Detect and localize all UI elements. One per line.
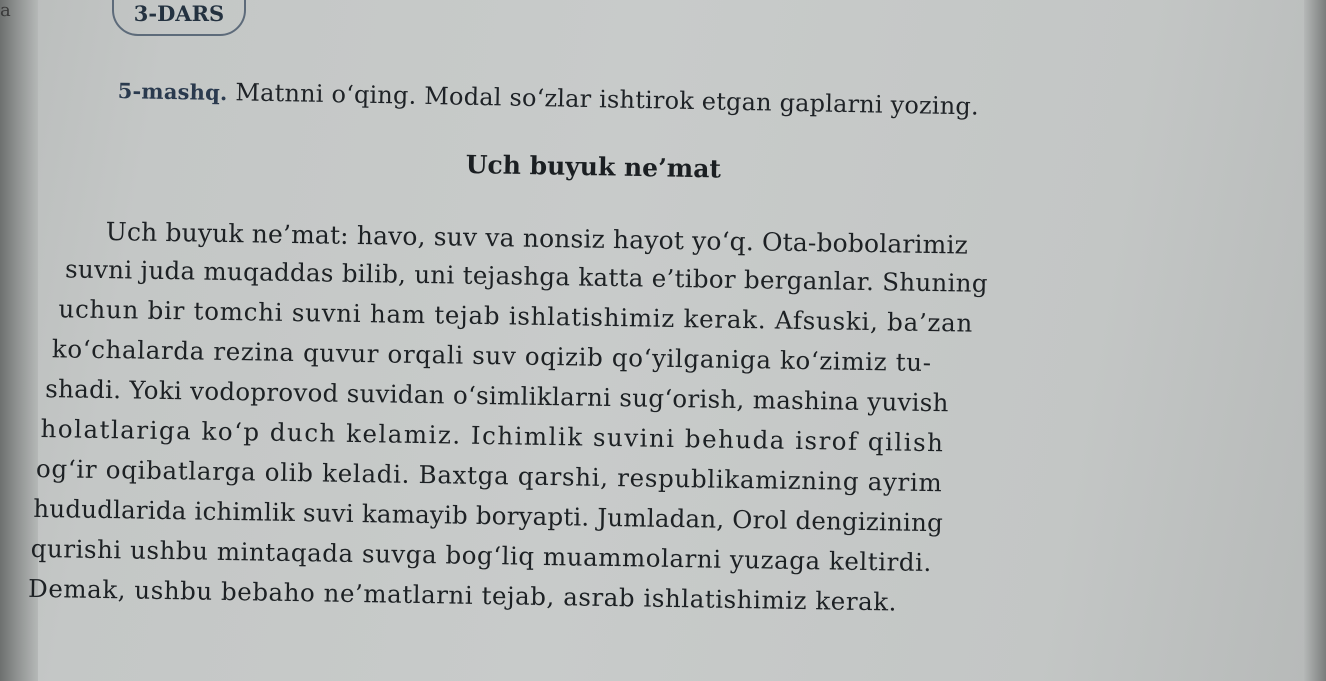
exercise-instruction: Matnni o‘qing. Modal so‘zlar ishtirok etgan gaplarni yozing. <box>235 78 980 121</box>
text-line-4: ko‘chalarda rezina quvur orqali suv oqizib qo‘yilganiga ko‘zimiz tu- <box>51 334 932 378</box>
exercise-heading <box>117 76 1157 124</box>
text-title: Uch buyuk ne’mat <box>465 150 722 184</box>
text-body <box>27 216 1160 617</box>
text-line-2: suvni juda muqaddas bilib, uni tejashga katta e’tibor berganlar. Shuning <box>64 254 989 298</box>
text-line-9: qurishi ushbu mintaqada suvga bog‘liq muammolarni yuzaga keltirdi. <box>30 533 933 578</box>
exercise-number: 5-mashq. <box>117 77 228 106</box>
text-line-8: hududlarida ichimlik suvi kamayib boryapti. Jumladan, Orol dengizining <box>33 493 944 538</box>
text-line-1: Uch buyuk ne’mat: havo, suv va nonsiz hayot yo‘q. Ota-bobolarimiz <box>105 217 969 260</box>
text-line-6: holatlariga ko‘p duch kelamiz. Ichimlik suvini behuda isrof qilish <box>40 414 945 458</box>
text-line-3: uchun bir tomchi suvni ham tejab ishlatishimiz kerak. Afsuski, ba’zan <box>58 294 974 338</box>
lesson-label: 3-DARS <box>133 1 225 26</box>
page-edge-shadow <box>1304 0 1326 681</box>
text-line-10: Demak, ushbu bebaho ne’matlarni tejab, asrab ishlatishimiz kerak. <box>27 573 898 617</box>
text-line-7: og‘ir oqibatlarga olib keladi. Baxtga qarshi, respublikamizning ayrim <box>35 453 943 498</box>
lesson-badge <box>112 0 246 36</box>
text-line-5: shadi. Yoki vodoprovod suvidan o‘simliklarni sug‘orish, mashina yuvish <box>45 374 949 418</box>
corner-page-fragment: a <box>0 0 11 21</box>
